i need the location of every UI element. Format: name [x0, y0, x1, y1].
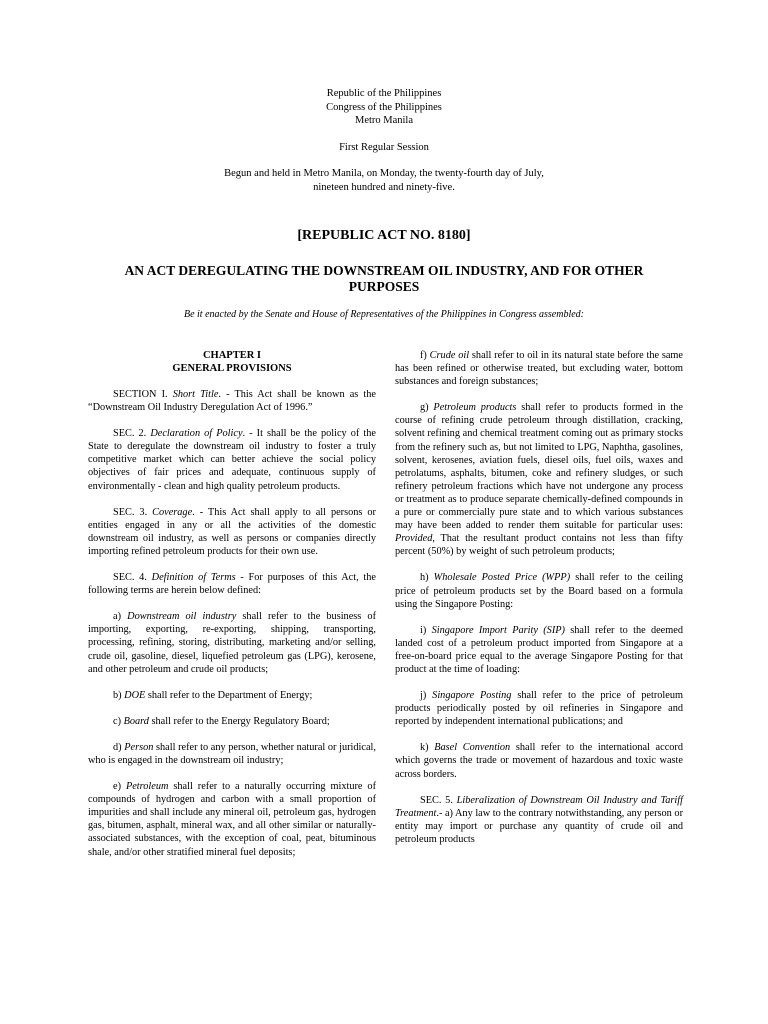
definition-term: Petroleum [125, 781, 169, 793]
definition-a [88, 610, 376, 675]
definition-term: Singapore Posting [432, 690, 512, 702]
section-label: SECTION I. [113, 389, 173, 400]
header-line-congress: Congress of the Philippines [326, 101, 442, 113]
section-4 [88, 571, 376, 597]
chapter-title: GENERAL PROVISIONS [172, 363, 292, 374]
definition-text: shall refer to the Energy Regulatory Board; [148, 715, 330, 727]
proviso-keyword: Provided [395, 533, 433, 545]
definition-text-continued: , That the resultant product contains not less than fifty percent (50%) by weight of such petroleum products; [395, 533, 683, 558]
definition-b [88, 689, 376, 702]
definition-term: Downstream oil industry [127, 611, 237, 623]
section-text: .- a) Any law to the contrary notwithstanding, any person or entity may import or purchase any quantity of crude oil and petroleum products [395, 807, 683, 845]
issuing-body [0, 87, 768, 128]
definition-i [395, 624, 683, 676]
definition-label: c) [113, 715, 124, 727]
act-number: [REPUBLIC ACT NO. 8180] [297, 228, 471, 243]
definition-text: shall refer to oil in its natural state before the same has been refined or otherwise treated, but excluding water, bottom substances and foreign substances; [395, 350, 683, 388]
section-heading: Coverage [152, 506, 193, 518]
section-heading: Liberalization of Downstream Oil Industry and Tariff Treatment [395, 794, 683, 819]
definition-text: shall refer to the international accord which governs the trade or movement of hazardous and toxic waste across borders. [395, 742, 683, 780]
section-label: SEC. 4. [113, 572, 152, 584]
definition-h [395, 571, 683, 610]
section-text: . - It shall be the policy of the State to deregulate the downstream oil industry to foster a truly competitive market which can better achieve the social policy objectives of fair prices and adequate, continuous supply of environmentally - clean and high quality petroleum products. [88, 428, 376, 492]
definition-label: k) [420, 742, 435, 754]
left-column [88, 349, 376, 872]
definition-text: shall refer to the business of importing, exporting, re-exporting, shipping, transporting, processing, refining, storing, distributing, marketing and/or selling, crude oil, gasoline, diesel, liquefied petroleum gas (LPG), kerosene, and other petroleum and crude oil products; [88, 611, 376, 675]
definition-text: shall refer to any person, whether natural or juridical, who is engaged in the downstream oil industry; [88, 741, 376, 766]
session-line: First Regular Session [339, 141, 429, 153]
act-title: AN ACT DEREGULATING THE DOWNSTREAM OIL INDUSTRY, AND FOR OTHER PURPOSES [124, 263, 644, 294]
definition-term: Board [123, 715, 149, 727]
section-label: SEC. 3. [113, 506, 153, 518]
definition-term: Wholesale Posted Price (WPP) [433, 572, 571, 584]
definition-term: Crude oil [429, 350, 470, 361]
definition-term: Singapore Import Parity (SIP) [431, 624, 565, 636]
definition-label: f) [420, 350, 430, 361]
definition-text: shall refer to the price of petroleum products periodically posted by oil refineries in Singapore and reported by independent international publications; and [395, 690, 683, 728]
header-line-republic: Republic of the Philippines [326, 88, 442, 99]
definition-c [88, 715, 376, 728]
chapter-number: CHAPTER I [202, 350, 262, 361]
definition-label: i) [420, 624, 432, 636]
definition-text: shall refer to the Department of Energy; [145, 689, 313, 701]
definition-label: e) [113, 781, 126, 793]
definition-e [88, 780, 376, 859]
begun-statement [0, 167, 768, 194]
definition-term: DOE [124, 689, 146, 701]
section-label: SEC. 2. [113, 428, 151, 440]
definition-label: d) [113, 741, 125, 753]
definition-f [395, 349, 683, 388]
definition-j [395, 689, 683, 728]
definition-label: h) [420, 572, 434, 584]
definition-d [88, 741, 376, 767]
begun-line-2: nineteen hundred and ninety-five. [313, 181, 455, 193]
definition-label: b) [113, 689, 125, 701]
section-3 [88, 506, 376, 558]
section-text: . - This Act shall be known as the “Downstream Oil Industry Deregulation Act of 1996.” [88, 389, 376, 414]
definition-g [395, 401, 683, 558]
definition-label: j) [420, 690, 433, 702]
definition-k [395, 741, 683, 780]
section-label: SEC. 5. [420, 794, 457, 806]
header-line-location: Metro Manila [354, 115, 414, 126]
definition-label: a) [113, 611, 128, 623]
document-header [0, 87, 768, 207]
section-text: - For purposes of this Act, the following terms are herein below defined: [88, 572, 376, 597]
section-1 [88, 388, 376, 414]
definition-text: shall refer to the deemed landed cost of a petroleum product imported from Singapore at a free-on-board price equal to the average Singapore Posting for that product at the time of loading: [395, 624, 683, 675]
begun-line-1: Begun and held in Metro Manila, on Monday, the twenty-fourth day of July, [224, 168, 544, 179]
definition-label: g) [420, 402, 434, 414]
chapter-heading [88, 349, 376, 375]
enacting-clause: Be it enacted by the Senate and House of Representatives of the Philippines in Congress assembled: [183, 309, 584, 320]
section-text: . - This Act shall apply to all persons or entities engaged in any or all the activities of the domestic downstream oil industry, as well as persons or companies directly importing refined petroleum products for their own use. [88, 506, 376, 557]
definition-term: Person [124, 741, 154, 753]
section-heading: Short Title [172, 389, 219, 400]
section-heading: Declaration of Policy [150, 428, 243, 440]
definition-term: Petroleum products [433, 402, 517, 414]
section-5 [395, 794, 683, 846]
definition-term: Basel Convention [434, 742, 511, 754]
section-heading: Definition of Terms [151, 572, 236, 584]
definition-text: shall refer to products formed in the course of refining crude petroleum through distillation, cracking, solvent refining and chemical treatment coming out as primary stocks from the refinery such as, but not limited to LPG, Naphtha, gasolines, solvent, kerosenes, aviation fuels, diesel oils, fuel oils, waxes and petrolatums, asphalts, bitumen, coke and refinery sludges, or such refinery petroleum fractions which have not undergone any process or treatment as to produce separate chemically-defined compounds in a pure or commercially pure state and to which various substances may have been added to render them suitable for particular uses: [395, 402, 683, 532]
right-column [395, 349, 683, 859]
definition-text: shall refer to a naturally occurring mixture of compounds of hydrogen and carbon with a small proportion of impurities and shall include any mineral oil, petroleum gas, hydrogen gas, bitumen, asphalt, mineral wax, and all other similar or naturally-associated substances, with the exception of coal, peat, bituminous shale, and/or other stratified mineral fuel deposits; [88, 781, 377, 858]
definition-text: shall refer to the ceiling price of petroleum products set by the Board based on a formula using the Singapore Posting: [395, 572, 683, 610]
section-2 [88, 427, 376, 492]
